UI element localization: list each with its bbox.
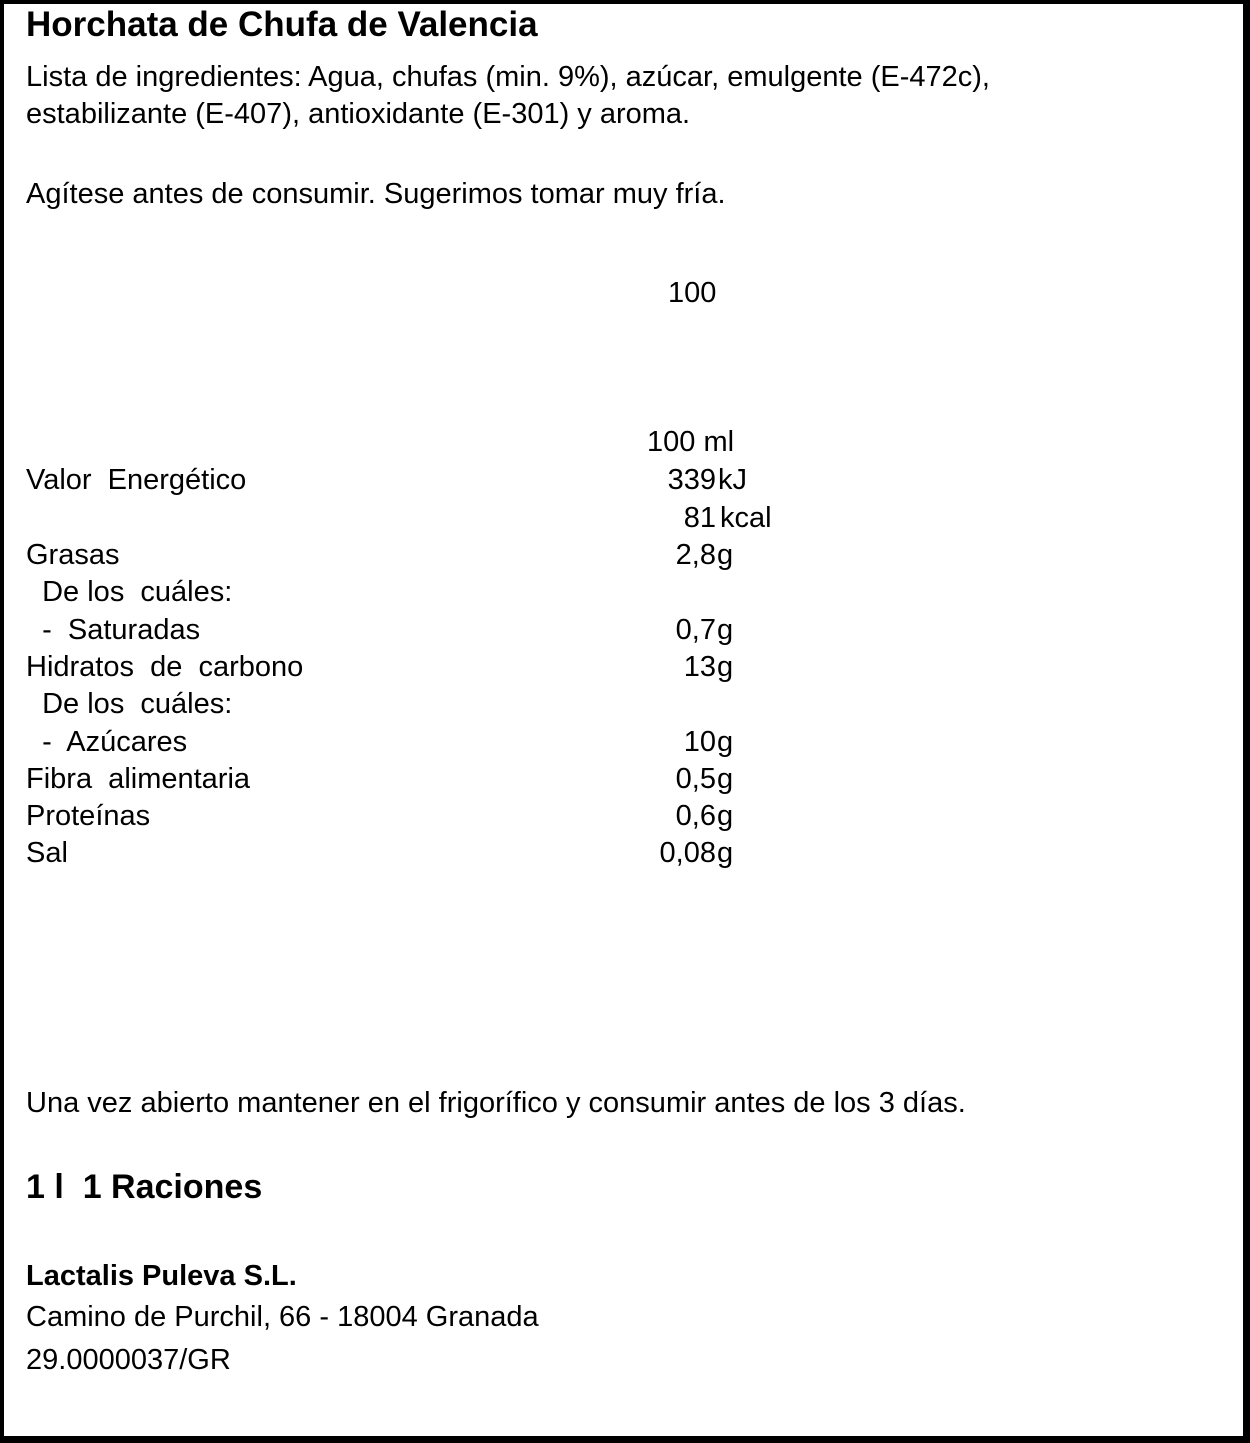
nutrient-unit-sal: g xyxy=(717,837,734,869)
nutrient-unit-hidratos: g xyxy=(717,651,734,683)
ingredients-line-1: Lista de ingredientes: Agua, chufas (min. 9%), azúcar, emulgente (E-472c), xyxy=(26,61,990,93)
energy-kcal-value: 81 xyxy=(683,502,716,534)
nutrient-unit-fibra: g xyxy=(717,763,734,795)
storage-note: Una vez abierto mantener en el frigorífico y consumir antes de los 3 días. xyxy=(26,1087,966,1119)
nutrient-value-hidratos: 13 xyxy=(683,651,716,683)
nutrient-label-de-los-cuales-1: De los cuáles: xyxy=(26,576,233,608)
nutrient-value-grasas: 2,8 xyxy=(675,539,716,571)
company-name: Lactalis Puleva S.L. xyxy=(26,1260,297,1292)
usage-instructions: Agítese antes de consumir. Sugerimos tomar muy fría. xyxy=(26,178,726,210)
ingredients-line-2: estabilizante (E-407), antioxidante (E-301) y aroma. xyxy=(26,98,691,130)
nutrient-value-fibra: 0,5 xyxy=(675,763,716,795)
nutrient-label-sal: Sal xyxy=(26,837,68,869)
nutrient-value-saturadas: 0,7 xyxy=(675,614,716,646)
nutrient-unit-grasas: g xyxy=(717,539,734,571)
company-registry: 29.0000037/GR xyxy=(26,1344,231,1376)
nutrition-ref-top: 100 xyxy=(668,277,717,309)
nutrient-unit-azucares: g xyxy=(717,726,734,758)
product-title: Horchata de Chufa de Valencia xyxy=(26,5,538,44)
nutrient-unit-proteinas: g xyxy=(717,800,734,832)
nutrient-label-saturadas: - Saturadas xyxy=(26,614,201,646)
nutrient-label-hidratos: Hidratos de carbono xyxy=(26,651,304,683)
energy-kj-value: 339 xyxy=(667,464,716,496)
company-address: Camino de Purchil, 66 - 18004 Granada xyxy=(26,1301,539,1333)
nutrient-label-proteinas: Proteínas xyxy=(26,800,151,832)
nutrient-label-azucares: - Azúcares xyxy=(26,726,188,758)
nutrient-value-azucares: 10 xyxy=(683,726,716,758)
nutrient-value-sal: 0,08 xyxy=(659,837,716,869)
portions-label: 1 l 1 Raciones xyxy=(26,1168,263,1206)
energy-label: Valor Energético xyxy=(26,464,247,496)
nutrient-value-proteinas: 0,6 xyxy=(675,800,716,832)
nutrient-unit-saturadas: g xyxy=(717,614,734,646)
nutrient-label-grasas: Grasas xyxy=(26,539,120,571)
nutrient-label-fibra: Fibra alimentaria xyxy=(26,763,251,795)
energy-kcal-unit: kcal xyxy=(720,502,772,534)
energy-kj-unit: kJ xyxy=(718,464,747,496)
nutrition-per-label: 100 ml xyxy=(647,426,735,458)
nutrient-label-de-los-cuales-2: De los cuáles: xyxy=(26,688,233,720)
